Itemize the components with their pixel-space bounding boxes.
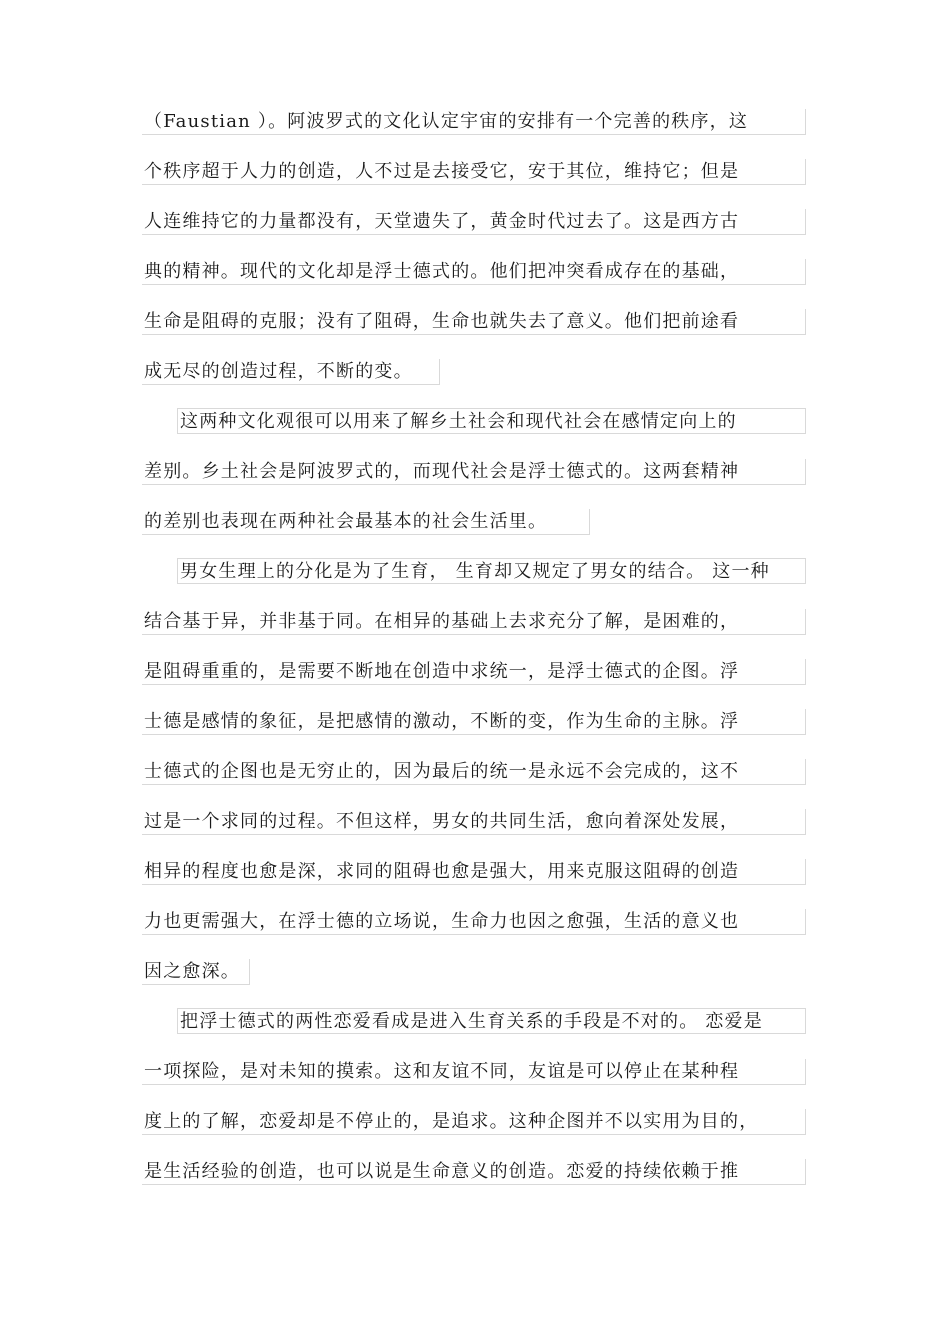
paragraph-first-line: 男女生理上的分化是为了生育， 生育却又规定了男女的结合。 这一种 xyxy=(177,558,806,584)
text-line: 过是一个求同的过程。不但这样，男女的共同生活，愈向着深处发展， xyxy=(142,809,806,835)
text-line: 是生活经验的创造，也可以说是生命意义的创造。恋爱的持续依赖于推 xyxy=(142,1159,806,1185)
text-line: 个秩序超于人力的创造，人不过是去接受它，安于其位，维持它；但是 xyxy=(142,159,806,185)
text-line: 结合基于异，并非基于同。在相异的基础上去求充分了解，是困难的， xyxy=(142,609,806,635)
text-line: 典的精神。现代的文化却是浮士德式的。他们把冲突看成存在的基础， xyxy=(142,259,806,285)
text-line: 因之愈深。 xyxy=(142,959,250,985)
paragraph-first-line: 把浮士德式的两性恋爱看成是进入生育关系的手段是不对的。 恋爱是 xyxy=(177,1008,806,1034)
text-line: （Faustian ）。阿波罗式的文化认定宇宙的安排有一个完善的秩序，这 xyxy=(142,109,806,135)
text-line: 是阻碍重重的，是需要不断地在创造中求统一，是浮士德式的企图。浮 xyxy=(142,659,806,685)
text-line: 一项探险，是对未知的摸索。这和友谊不同，友谊是可以停止在某种程 xyxy=(142,1059,806,1085)
text-line: 差别。乡土社会是阿波罗式的，而现代社会是浮士德式的。这两套精神 xyxy=(142,459,806,485)
paragraph-first-line: 这两种文化观很可以用来了解乡土社会和现代社会在感情定向上的 xyxy=(177,408,806,434)
text-line: 力也更需强大，在浮士德的立场说，生命力也因之愈强，生活的意义也 xyxy=(142,909,806,935)
text-line: 人连维持它的力量都没有，天堂遗失了，黄金时代过去了。这是西方古 xyxy=(142,209,806,235)
text-line: 相异的程度也愈是深，求同的阻碍也愈是强大，用来克服这阻碍的创造 xyxy=(142,859,806,885)
text-line: 士德式的企图也是无穷止的，因为最后的统一是永远不会完成的，这不 xyxy=(142,759,806,785)
text-line: 士德是感情的象征，是把感情的激动，不断的变，作为生命的主脉。浮 xyxy=(142,709,806,735)
text-line: 生命是阻碍的克服；没有了阻碍，生命也就失去了意义。他们把前途看 xyxy=(142,309,806,335)
text-line: 成无尽的创造过程，不断的变。 xyxy=(142,359,440,385)
text-line: 度上的了解，恋爱却是不停止的，是追求。这种企图并不以实用为目的， xyxy=(142,1109,806,1135)
text-line: 的差别也表现在两种社会最基本的社会生活里。 xyxy=(142,509,590,535)
